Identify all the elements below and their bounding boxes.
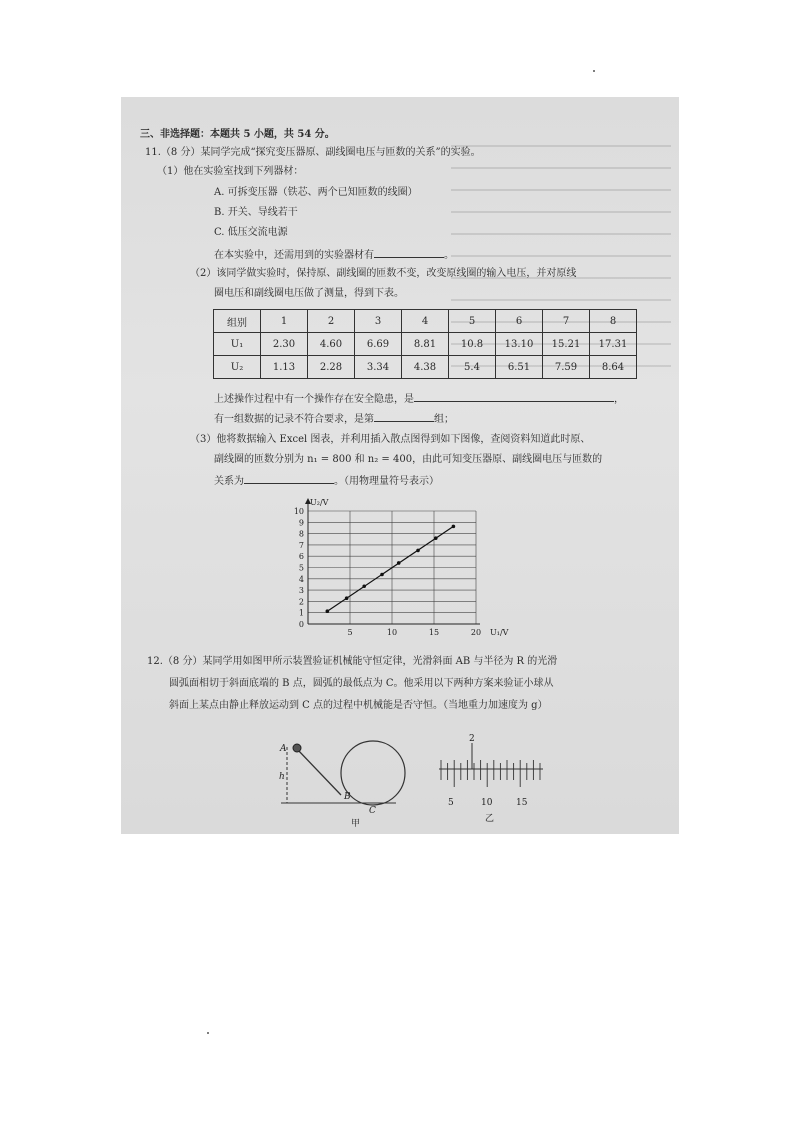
table-cell: 17.31 — [590, 333, 637, 356]
q11-part2-line1: （2）该同学做实验时，保持原、副线圈的匝数不变，改变原线圈的输入电压，并对原线 — [190, 268, 577, 279]
q12-line2: 圆弧面相切于斜面底端的 B 点，圆弧的最低点为 C。他采用以下两种方案来验证小球从 — [169, 678, 554, 689]
q11-part1: （1）他在实验室找到下列器材： — [157, 166, 304, 177]
table-cell: 3.34 — [355, 356, 402, 379]
table-header-u2: U₂ — [214, 356, 261, 379]
data-point — [362, 584, 366, 588]
figure-incline-loop — [271, 733, 421, 829]
ball-icon — [293, 744, 301, 752]
q11-safety-text: 上述操作过程中有一个操作存在安全隐患，是 — [214, 394, 414, 405]
exam-page-photo — [121, 97, 679, 834]
vernier-label-top: 2 — [469, 734, 475, 744]
table-cell: 6.69 — [355, 333, 402, 356]
table-cell: 2.28 — [308, 356, 355, 379]
q11-part3-text-a: 关系为 — [214, 476, 244, 487]
table-cell: 13.10 — [496, 333, 543, 356]
q11-safety-end: ， — [614, 394, 624, 405]
q11-part3-line1: （3）他将数据输入 Excel 图表，并利用插入散点图得到如下图像，查阅资料知道此时原、 — [190, 434, 591, 445]
table-header-group: 组别 — [214, 310, 261, 333]
q11-need-text: 在本实验中，还需用到的实验器材有 — [214, 250, 374, 261]
table-cell: 8.81 — [402, 333, 449, 356]
data-point — [434, 536, 438, 540]
vernier-label-10: 10 — [481, 798, 493, 808]
incline-ab — [297, 749, 341, 795]
label-a: A — [280, 744, 287, 754]
y-tick-label: 4 — [298, 574, 304, 584]
table-header-u1: U₁ — [214, 333, 261, 356]
answer-blank-safety — [414, 391, 614, 402]
x-tick-label: 5 — [347, 628, 353, 637]
scan-speck-top — [593, 70, 595, 72]
q11-item-a: A. 可拆变压器（铁芯、两个已知匝数的线圈） — [214, 187, 418, 198]
x-tick-label: 20 — [470, 628, 482, 637]
q12-line1: 12.（8 分）某同学用如图甲所示装置验证机械能守恒定律，光滑斜面 AB 与半径为 R 的光滑 — [147, 656, 558, 667]
table-cell: 15.21 — [543, 333, 590, 356]
y-axis-label: U₂/V — [310, 498, 329, 507]
vernier-label-15: 15 — [516, 798, 528, 808]
q11-part3-line2: 副线圈的匝数分别为 n₁ = 800 和 n₂ = 400，由此可知变压器原、副线圈电压与匝数的 — [214, 454, 603, 465]
y-tick-label: 7 — [298, 540, 304, 550]
y-tick-label: 8 — [298, 529, 304, 539]
table-cell: 10.8 — [449, 333, 496, 356]
caption-jia: 甲 — [351, 819, 361, 829]
table-cell: 6 — [496, 310, 543, 333]
scatter-chart — [276, 493, 536, 641]
answer-blank-equipment — [374, 247, 444, 258]
figure-vernier-scale — [431, 729, 551, 829]
q11-record-end: 组； — [434, 414, 454, 425]
caption-yi: 乙 — [485, 814, 495, 824]
q11-safety-line — [214, 391, 624, 406]
q11-stem: 11.（8 分）某同学完成“探究变压器原、副线圈电压与匝数的关系”的实验。 — [145, 147, 481, 158]
data-point — [416, 549, 420, 553]
q11-item-b: B. 开关、导线若干 — [214, 207, 298, 218]
label-c: C — [369, 806, 376, 816]
table-cell: 4 — [402, 310, 449, 333]
table-cell: 8.64 — [590, 356, 637, 379]
table-cell: 8 — [590, 310, 637, 333]
y-tick-label: 6 — [298, 552, 304, 562]
table-cell: 2.30 — [261, 333, 308, 356]
table-cell: 2 — [308, 310, 355, 333]
y-tick-label: 9 — [298, 518, 304, 528]
data-point — [326, 609, 330, 613]
voltage-table — [213, 309, 637, 379]
y-tick-label: 0 — [298, 620, 304, 629]
data-point — [380, 573, 384, 577]
label-h: h — [279, 772, 285, 782]
q11-part2-line2: 圈电压和副线圈电压做了测量，得到下表。 — [214, 288, 404, 299]
table-row-groups — [214, 310, 637, 333]
table-cell: 6.51 — [496, 356, 543, 379]
q11-part3-text-b: 。（用物理量符号表示） — [334, 476, 439, 487]
vernier-label-5: 5 — [448, 798, 454, 808]
scan-speck-bottom — [207, 1032, 209, 1034]
table-cell: 7.59 — [543, 356, 590, 379]
section-title: 三、非选择题：本题共 5 小题，共 54 分。 — [140, 129, 335, 140]
x-axis-label: U₁/V — [490, 628, 509, 637]
table-cell: 5 — [449, 310, 496, 333]
x-tick-label: 15 — [428, 628, 440, 637]
y-tick-label: 10 — [293, 507, 304, 516]
data-point — [397, 561, 401, 565]
y-tick-label: 5 — [298, 563, 304, 573]
data-point — [345, 596, 349, 600]
table-cell: 5.4 — [449, 356, 496, 379]
q11-record-line — [214, 411, 454, 426]
answer-blank-relation — [244, 473, 334, 484]
x-tick-label: 10 — [386, 628, 398, 637]
table-cell: 4.60 — [308, 333, 355, 356]
table-row-u1 — [214, 333, 637, 356]
table-cell: 3 — [355, 310, 402, 333]
q11-item-c: C. 低压交流电源 — [214, 227, 288, 238]
q11-record-text: 有一组数据的记录不符合要求，是第 — [214, 414, 374, 425]
table-row-u2 — [214, 356, 637, 379]
data-point — [452, 525, 456, 529]
table-cell: 4.38 — [402, 356, 449, 379]
y-tick-label: 3 — [298, 586, 304, 596]
label-b: B — [344, 792, 351, 802]
q11-need-end: 。 — [444, 250, 454, 261]
q11-part3-line3 — [214, 473, 439, 488]
q11-need-line — [214, 247, 454, 262]
y-tick-label: 2 — [298, 597, 304, 607]
answer-blank-group — [374, 411, 434, 422]
table-cell: 7 — [543, 310, 590, 333]
table-cell: 1 — [261, 310, 308, 333]
y-tick-label: 1 — [298, 608, 304, 618]
q12-line3: 斜面上某点由静止释放运动到 C 点的过程中机械能是否守恒。（当地重力加速度为 g） — [169, 700, 548, 711]
table-cell: 1.13 — [261, 356, 308, 379]
